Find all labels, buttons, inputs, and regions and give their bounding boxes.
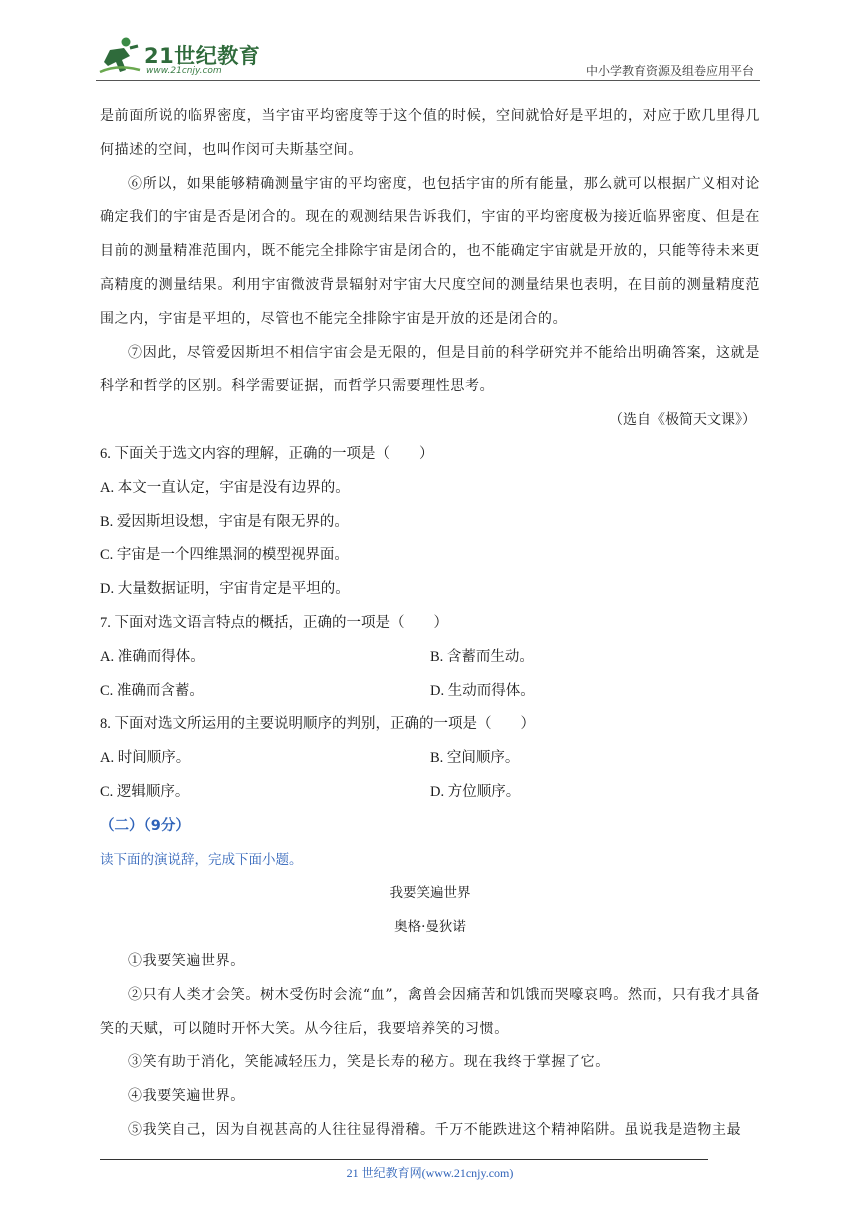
speech-paragraph-2: ②只有人类才会笑。树木受伤时会流“血”，禽兽会因痛苦和饥饿而哭嚎哀鸣。然而，只有我才具备笑的天赋，可以随时开怀大笑。从今往后，我要培养笑的习惯。 — [100, 986, 760, 1037]
passage-paragraph-continued: 是前面所说的临界密度，当宇宙平均密度等于这个值的时候，空间就恰好是平坦的，对应于欧几里得几何描述的空间，也叫作闵可夫斯基空间。 — [100, 108, 760, 158]
section-2-instruction: 读下面的演说辞，完成下面小题。 — [100, 851, 303, 868]
footer-link[interactable]: 21 世纪教育网(www.21cnjy.com) — [346, 1166, 514, 1180]
logo-url: www.21cnjy.com — [146, 66, 222, 76]
page-header — [96, 34, 760, 80]
question-8-stem: 8. 下面对选文所运用的主要说明顺序的判别，正确的一项是（ ） — [100, 716, 535, 733]
question-7-stem: 7. 下面对选文语言特点的概括，正确的一项是（ ） — [100, 614, 448, 631]
question-8-option-c: C. 逻辑顺序。 — [100, 783, 190, 800]
question-7-options-row-2 — [100, 675, 760, 709]
question-8-options-row-1 — [100, 742, 760, 776]
question-6-stem: 6. 下面关于选文内容的理解，正确的一项是（ ） — [100, 445, 434, 462]
question-8-option-d: D. 方位顺序。 — [430, 783, 521, 800]
header-tagline: 中小学教育资源及组卷应用平台 — [585, 64, 754, 78]
speech-paragraph-4: ④我要笑遍世界。 — [128, 1088, 245, 1105]
question-7-option-a: A. 准确而得体。 — [100, 648, 205, 665]
question-7-options-row-1 — [100, 641, 760, 675]
speech-title: 我要笑遍世界 — [389, 885, 471, 902]
question-6-option-c: C. 宇宙是一个四维黑洞的模型视界面。 — [100, 547, 349, 564]
question-7-option-c: C. 准确而含蓄。 — [100, 682, 204, 699]
passage-source: （选自《极简天文课》） — [609, 412, 756, 429]
question-8-option-b: B. 空间顺序。 — [430, 750, 520, 767]
passage-paragraph-7: ⑦因此，尽管爱因斯坦不相信宇宙会是无限的，但是目前的科学研究并不能给出明确答案，这就是科学和哲学的区别。科学需要证据，而哲学只需要理性思考。 — [100, 344, 760, 395]
document-body — [100, 100, 760, 1148]
speech-paragraph-3: ③笑有助于消化，笑能减轻压力，笑是长寿的秘方。现在我终于掌握了它。 — [128, 1054, 610, 1071]
footer-divider — [100, 1159, 708, 1160]
question-8-options-row-2 — [100, 776, 760, 810]
runner-logo-icon — [96, 36, 142, 76]
speech-paragraph-1: ①我要笑遍世界。 — [128, 952, 245, 969]
question-6-option-a: A. 本文一直认定，宇宙是没有边界的。 — [100, 479, 350, 496]
question-6-option-d: D. 大量数据证明，宇宙肯定是平坦的。 — [100, 581, 350, 598]
section-2-heading: （二）（9分） — [100, 817, 190, 834]
question-7-option-d: D. 生动而得体。 — [430, 682, 535, 699]
logo — [96, 34, 276, 80]
logo-brand: 21世纪教育 — [144, 44, 261, 68]
header-divider — [96, 80, 760, 81]
question-6-option-b: B. 爱因斯坦设想，宇宙是有限无界的。 — [100, 513, 349, 530]
speech-paragraph-5: ⑤我笑自己，因为自视甚高的人往往显得滑稽。千万不能跌进这个精神陷阱。虽说我是造物主最 — [128, 1121, 742, 1138]
passage-paragraph-6: ⑥所以，如果能够精确测量宇宙的平均密度，也包括宇宙的所有能量，那么就可以根据广义相对论确定我们的宇宙是否是闭合的。现在的观测结果告诉我们，宇宙的平均密度极为接近临界密度、但是在目前的测量精准范围内，既不能完全排除宇宙是闭合的，也不能确定宇宙就是开放的，只能等待未来更高精度的测量结果。利用宇宙微波背景辐射对宇宙大尺度空间的测量结果也表明，在目前的测量精度范围之内，宇宙是平坦的，尽管也不能完全排除宇宙是开放的还是闭合的。 — [100, 175, 760, 327]
question-7-option-b: B. 含蓄而生动。 — [430, 648, 534, 665]
question-8-option-a: A. 时间顺序。 — [100, 750, 191, 767]
speech-author: 奥格·曼狄诺 — [394, 919, 466, 936]
